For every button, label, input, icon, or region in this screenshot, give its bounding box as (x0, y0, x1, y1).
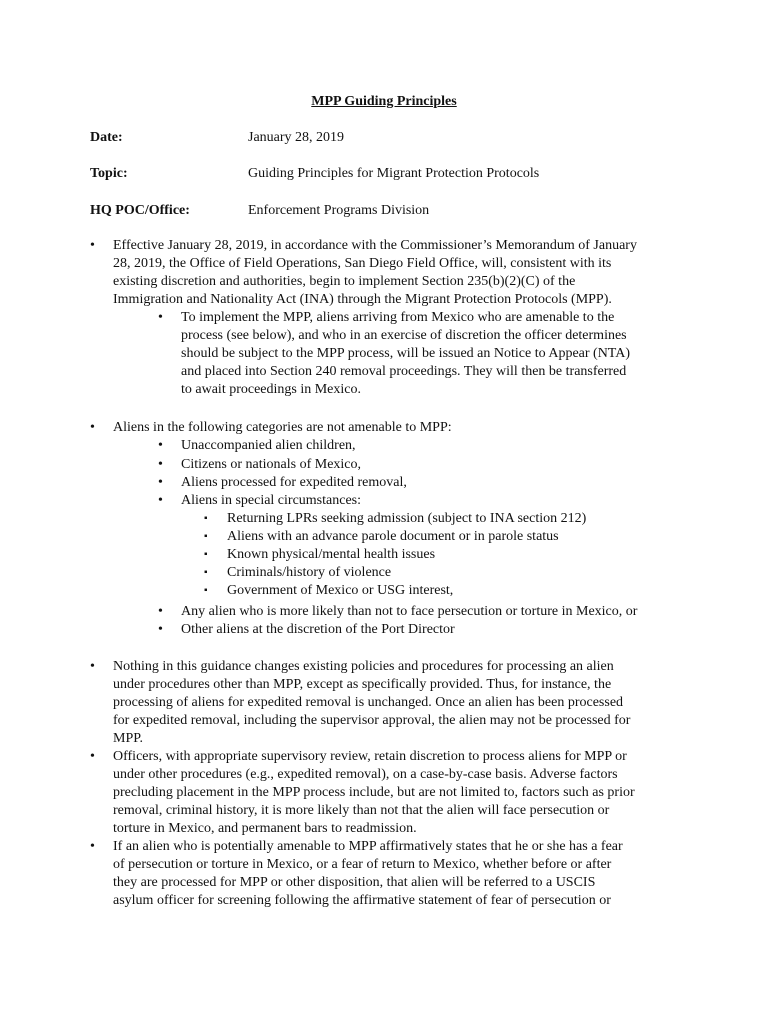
paragraph-line: 28, 2019, the Office of Field Operations, San Diego Field Office, will, consistent with its (113, 256, 612, 271)
paragraph-line: under procedures other than MPP, except as specifically provided. Thus, for instance, the (113, 677, 612, 692)
paragraph-line: Immigration and Nationality Act (INA) through the Migrant Protection Protocols (MPP). (113, 292, 612, 307)
square-bullet-marker: ▪ (204, 585, 208, 596)
date-value: January 28, 2019 (248, 130, 345, 145)
paragraph-line: Officers, with appropriate supervisory review, retain discretion to process aliens for MPP or (113, 749, 627, 764)
paragraph-line: they are processed for MPP or other disposition, that alien will be referred to a USCIS (113, 875, 596, 890)
special-circumstance-item: Criminals/history of violence (227, 565, 392, 580)
officers-paragraph (113, 748, 683, 838)
square-bullet-marker: ▪ (204, 531, 208, 542)
bullet-marker: • (158, 604, 163, 619)
poc-value: Enforcement Programs Division (248, 203, 430, 218)
square-bullet-marker: ▪ (204, 549, 208, 560)
category-item: Citizens or nationals of Mexico, (181, 457, 362, 472)
paragraph-line: process (see below), and who in an exercise of discretion the officer determines (181, 328, 627, 343)
bullet-marker: • (90, 659, 95, 674)
effective-paragraph (113, 237, 683, 309)
bullet-marker: • (158, 475, 163, 490)
paragraph-line: asylum officer for screening following the affirmative statement of fear of persecution or (113, 893, 611, 908)
topic-value: Guiding Principles for Migrant Protection Protocols (248, 166, 540, 181)
bullet-marker: • (158, 622, 163, 637)
paragraph-line: MPP. (113, 731, 143, 746)
paragraph-line: precluding placement in the MPP process include, but are not limited to, factors such as prior (113, 785, 635, 800)
poc-label: HQ POC/Office: (90, 203, 190, 218)
square-bullet-marker: ▪ (204, 567, 208, 578)
category-item: Any alien who is more likely than not to face persecution or torture in Mexico, or (181, 604, 638, 619)
paragraph-line: should be subject to the MPP process, will be issued an Notice to Appear (NTA) (181, 346, 631, 361)
category-item: Unaccompanied alien children, (181, 438, 356, 453)
special-circumstance-item: Known physical/mental health issues (227, 547, 436, 562)
bullet-marker: • (90, 238, 95, 253)
paragraph-line: and placed into Section 240 removal proceedings. They will then be transferred (181, 364, 627, 379)
paragraph-line: for expedited removal, including the supervisor approval, the alien may not be processed for (113, 713, 631, 728)
fear-paragraph (113, 838, 683, 910)
guidance-paragraph (113, 658, 683, 748)
page-title: MPP Guiding Principles (311, 94, 457, 109)
bullet-marker: • (90, 749, 95, 764)
paragraph-line: under other procedures (e.g., expedited removal), on a case-by-case basis. Adverse factors (113, 767, 618, 782)
square-bullet-marker: ▪ (204, 513, 208, 524)
paragraph-line: of persecution or torture in Mexico, or a fear of return to Mexico, whether before or after (113, 857, 612, 872)
bullet-marker: • (90, 420, 95, 435)
date-label: Date: (90, 130, 123, 145)
paragraph-line: Nothing in this guidance changes existing policies and procedures for processing an alien (113, 659, 614, 674)
paragraph-line: If an alien who is potentially amenable to MPP affirmatively states that he or she has a fear (113, 839, 623, 854)
paragraph-line: torture in Mexico, and permanent bars to readmission. (113, 821, 417, 836)
bullet-marker: • (158, 493, 163, 508)
category-item: Aliens processed for expedited removal, (181, 475, 407, 490)
category-item: Aliens in special circumstances: (181, 493, 361, 508)
paragraph-line: existing discretion and authorities, begin to implement Section 235(b)(2)(C) of the (113, 274, 576, 289)
bullet-marker: • (158, 310, 163, 325)
topic-label: Topic: (90, 166, 128, 181)
bullet-marker: • (158, 457, 163, 472)
paragraph-line: Effective January 28, 2019, in accordance with the Commissioner’s Memorandum of January (113, 238, 637, 253)
paragraph-line: removal, criminal history, it is more likely than not that the alien will face persecution or (113, 803, 610, 818)
bullet-marker: • (90, 839, 95, 854)
paragraph-line: to await proceedings in Mexico. (181, 382, 362, 397)
special-circumstance-item: Aliens with an advance parole document or in parole status (227, 529, 559, 544)
not-amenable-intro: Aliens in the following categories are not amenable to MPP: (113, 420, 452, 435)
special-circumstance-item: Returning LPRs seeking admission (subject to INA section 212) (227, 511, 587, 526)
paragraph-line: To implement the MPP, aliens arriving from Mexico who are amenable to the (181, 310, 615, 325)
bullet-marker: • (158, 438, 163, 453)
category-item: Other aliens at the discretion of the Port Director (181, 622, 455, 637)
paragraph-line: processing of aliens for expedited removal is unchanged. Once an alien has been processed (113, 695, 624, 710)
special-circumstance-item: Government of Mexico or USG interest, (227, 583, 454, 598)
implement-paragraph (181, 309, 691, 399)
